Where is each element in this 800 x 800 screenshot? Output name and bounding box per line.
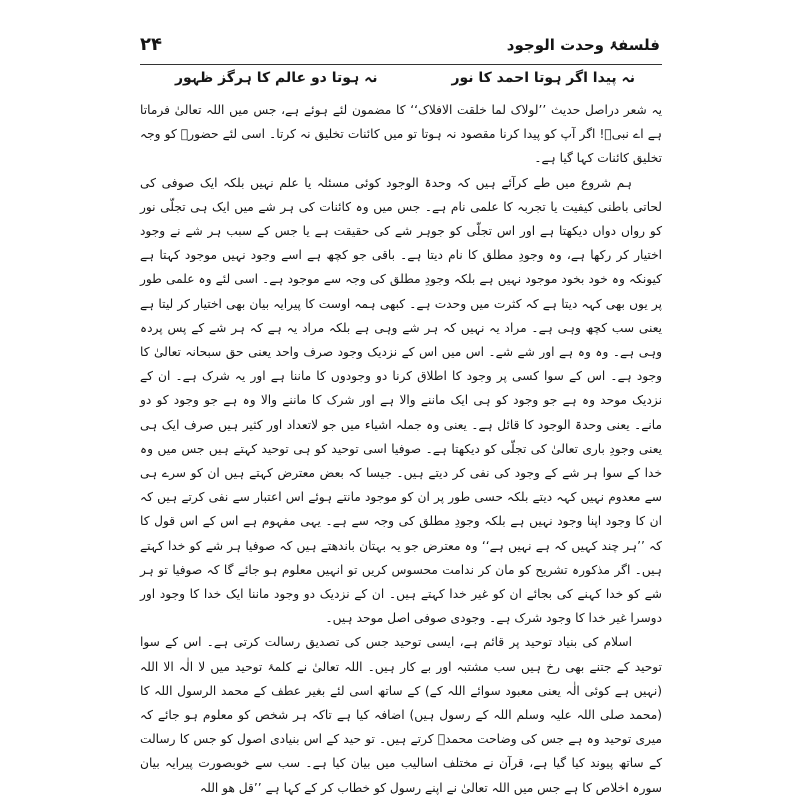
- paragraph-wahdat-ul-wujood: ہم شروع میں طے کرآئے ہیں کہ وحدۃ الوجود کوئی مسئلہ یا علم نہیں بلکہ ایک صوفی کی لحاتی باطنی کیفیت یا تجربہ کا علمی نام ہے۔ جس میں وہ کائنات کی ہر شے میں ایک ہی تجلّی نور کو رواں دواں دیکھتا ہے اور اس تجلّی کو جوہر شے کی حقیقت ہے یا جس کے سبب ہر شے نے وجود اختیار کر رکھا ہے، وہ وجودِ مطلق کا نام دیتا ہے۔ باقی جو کچھ ہے اسے وجود نہیں موجود کہتا ہے کیونکہ وہ خود بخود موجود نہیں ہے بلکہ وجودِ مطلق کی وجہ سے موجود ہے۔ اسی لئے وہ علمی طور پر یوں بھی کہہ دیتا ہے کہ کثرت میں وحدت ہے۔ کبھی ہمہ اوست کا پیرایہ بیان بھی اختیار کر لیتا ہے یعنی سب کچھ وہی ہے۔ مراد یہ نہیں کہ ہر شے وہی ہے بلکہ مراد یہ ہے کہ ہر شے کے پس پردہ وہی ہے۔ وہ وہ ہے اور شے شے۔ اس میں اس کے نزدیک وجود صرف واحد یعنی حق سبحانہ تعالیٰ کا وجود ہے۔ اس کے سوا کسی پر وجود کا اطلاق کرنا دو وجودوں کا ماننا ہے اور یہ شرک ہے۔ ان کے نزدیک موحد وہ ہے جو وجود کو ہی ایک ماننے والا ہے اور شرک کا ماننے والا وہ ہے جو وجود کو دو مانے۔ یعنی وحدۃ الوجود کا قائل ہے۔ یعنی وہ جملہ اشیاء میں جو لاتعداد اور کثیر ہیں صرف ایک ہی یعنی وجودِ باری تعالیٰ کی تجلّی کو دیکھتا ہے۔ صوفیا اسی توحید کو ہی توحید کہتے ہیں جس میں وہ خدا کے سوا ہر شے کے وجود کی نفی کر دیتے ہیں۔ جیسا کہ بعض معترض کہتے ہیں ان کو سرے ہی سے معدوم نہیں کہہ دیتے بلکہ حسی طور پر ان کو موجود مانتے ہوئے اس اعتبار سے نفی کرتے ہیں کہ ان کا وجود اپنا وجود نہیں ہے بلکہ وجودِ مطلق کی وجہ سے ہے۔ یہی مفہوم ہے اس کے اس قول کا کہ ’’ہر چند کہیں کہ ہے نہیں ہے‘‘ وہ معترض جو یہ بہتان باندھتے ہیں کہ صوفیا ہر شے کو خدا کہتے ہیں۔ اگر مذکورہ تشریح کو مان کر ندامت محسوس کریں تو انہیں معلوم ہو جائے گا کہ صوفیا تو ہر شے کو خدا کہنے کی بجائے ان کو غیر خدا کہتے ہیں۔ ان کے نزدیک دو وجود ماننا ایک خدا کا وجود اور دوسرا غیر خدا کا وجود شرک ہے۔ وجودی صوفی اصل موحد ہیں۔: [140, 175, 662, 626]
- first-hemistich: نہ پیدا اگر ہوتا احمد کا نور: [451, 70, 635, 86]
- paragraph-hadith-explanation: یہ شعر دراصل حدیث ’’لولاک لما خلقت الافلاک‘‘ کا مضمون لئے ہوئے ہے، جس میں اللہ تعالیٰ فرماتا ہے اے نبیؐ! اگر آپ کو پیدا کرنا مقصود نہ ہوتا تو میں کائنات تخلیق نہ کرتا۔ اسی لئے حضورؐ کو وجہ تخلیق کائنات کہا گیا ہے۔: [140, 103, 662, 166]
- page-number: ۲۴: [140, 34, 162, 55]
- second-hemistich: نہ ہوتا دو عالم کا ہرگز ظہور: [175, 70, 378, 86]
- paragraph-tawheed: اسلام کی بنیاد توحید پر قائم ہے، ایسی توحید جس کی تصدیق رسالت کرتی ہے۔ اس کے سوا توحید کے جتنے بھی رخ ہیں سب مشتبہ اور بے کار ہیں۔ اللہ تعالیٰ نے کلمۂ توحید میں لا الٰہ الا اللہ (نہیں ہے کوئی الٰہ یعنی معبود سوائے اللہ کے) کے ساتھ اسی لئے بغیر عطف کے محمد الرسول اللہ کا (محمد صلی اللہ علیہ وسلم اللہ کے رسول ہیں) اضافہ کیا ہے تاکہ ہر شخص کو معلوم ہو جائے کہ میری توحید وہ ہے جس کی وضاحت محمدؐ کرتے ہیں۔ تو حید کے اس بنیادی اصول کو جس کا رسالت کے ساتھ پیوند کیا گیا ہے، قرآن نے مختلف اسالیب میں بیان کیا ہے۔ سب سے خوبصورت پیرایہ بیان سورہ اخلاص کا ہے جس میں اللہ تعالیٰ نے اپنے رسول کو خطاب کر کے کہا ہے ’’قل ھو اللہ: [140, 635, 662, 795]
- running-header: [140, 36, 660, 62]
- couplet: [175, 70, 635, 94]
- header-rule: [140, 64, 662, 65]
- running-title: فلسفۂ وحدت الوجود: [506, 36, 660, 54]
- body-text: [140, 98, 662, 800]
